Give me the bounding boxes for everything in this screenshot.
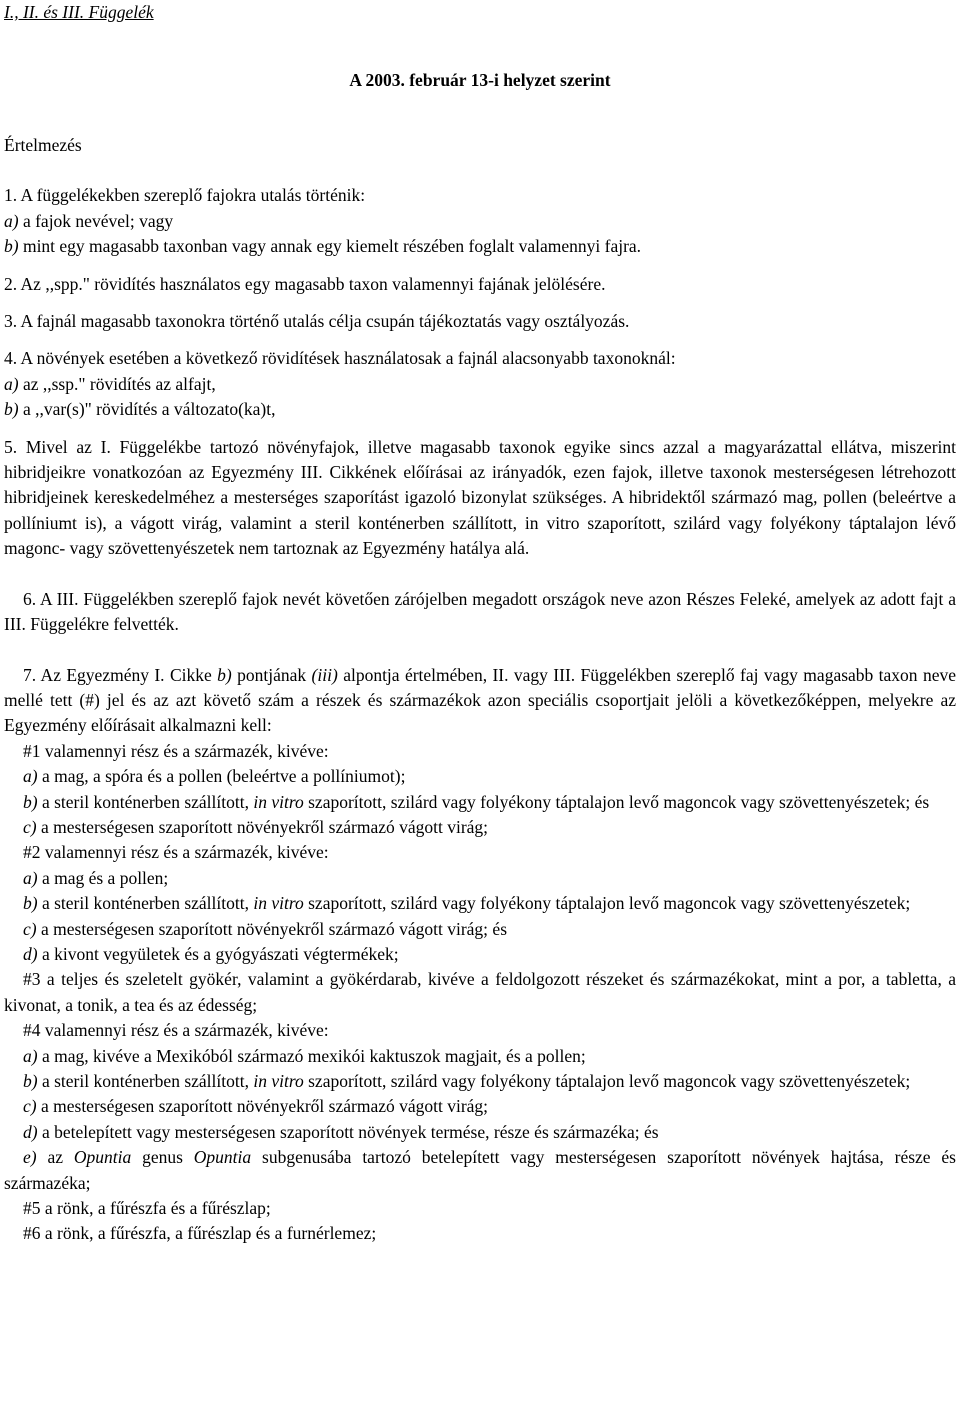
document-body xyxy=(4,133,956,1247)
item-text: in vitro xyxy=(253,791,304,812)
text-run: alpontja értelmében, II. vagy III. Függelékben szereplő faj vagy magasabb taxon neve mellé tett (#) jel és az azt követő szám a részek és származékok azon speciális csoportjait jelöli a következőképpen, melyekre az Egyezmény előírásait alkalmazni kell: xyxy=(4,664,956,736)
item-text: a mag, kivéve a Mexikóból származó mexikói kaktuszok magjait, és a pollen; xyxy=(37,1045,586,1066)
annotation-4-a xyxy=(4,1044,956,1069)
item-label: b) xyxy=(23,893,38,914)
item-label: a) xyxy=(23,1045,38,1066)
annotation-4-head: #4 valamennyi rész és a származék, kivéve: xyxy=(23,1020,329,1041)
item-text: in vitro xyxy=(253,1071,304,1091)
annotation-4-b xyxy=(4,1069,956,1094)
item-label: a) xyxy=(23,867,38,888)
paragraph-4-b xyxy=(4,397,956,422)
annotation-2-a xyxy=(4,866,956,891)
annotation-2-b xyxy=(4,891,956,916)
item-label: a) xyxy=(4,373,19,394)
item-text: a kivont vegyületek és a gyógyászati végtermékek; xyxy=(37,943,399,964)
annotation-4-e xyxy=(4,1145,956,1196)
item-text: Opuntia xyxy=(73,1147,132,1168)
item-text: a steril konténerben szállított, xyxy=(37,893,254,914)
item-text: a betelepített vagy mesterségesen szaporított növények termése, része és származéka; és xyxy=(37,1121,659,1142)
paragraph-6: 6. A III. Függelékben szereplő fajok nevét követően zárójelben megadott országok neve azon Részes Feleké, amelyek az adott fajt a III. Függelékre felvették. xyxy=(4,588,956,635)
paragraph-1-b xyxy=(4,234,956,259)
item-label: c) xyxy=(23,918,37,939)
item-text: a fajok nevével; vagy xyxy=(18,210,174,231)
item-text: a mag és a pollen; xyxy=(37,867,169,888)
annotation-2-c xyxy=(4,917,956,942)
paragraph-4-a xyxy=(4,372,956,397)
paragraph-4: 4. A növények esetében a következő rövidítések használatosak a fajnál alacsonyabb taxonoknál: xyxy=(4,348,676,369)
text-run: pontjának xyxy=(231,664,312,685)
item-text: a mesterségesen szaporított növényekről származó vágott virág; xyxy=(36,816,489,837)
item-text: szaporított, szilárd vagy folyékony táptalajon levő magoncok vagy szövettenyészetek; xyxy=(303,893,911,914)
annotation-3: #3 a teljes és szeletelt gyökér, valamint a gyökérdarab, kivéve a feldolgozott részeket és származékokat, mint a por, a tabletta, a kivonat, a tonik, a tea és az édesség; xyxy=(4,969,956,1015)
annotation-2-head: #2 valamennyi rész és a származék, kivéve: xyxy=(23,842,329,863)
paragraph-2: 2. Az ,,spp." rövidítés használatos egy magasabb taxon valamennyi fajának jelölésére. xyxy=(4,273,606,294)
item-text: az ,,ssp." rövidítés az alfajt, xyxy=(18,373,216,394)
item-label: c) xyxy=(23,816,37,837)
paragraph-5: 5. Mivel az I. Függelékbe tartozó növényfajok, illetve magasabb taxonok egyike sincs azzal a magyarázattal ellátva, miszerint hibridjeikre vonatkozóan az Egyezmény III. Cikkének előírásai az irányadók, ezen fajok, illetve taxonok mesterségesen létrehozott hibridjeinek kereskedelméhez a mesterséges szaporítást igazoló bizonylat szükséges. A hibridektől származó mag, pollen (beleértve a pollíniumt is), a vágott virág, valamint a steril konténerben szállított, in vitro szaporított, szilárd vagy folyékony táptalajon lévő magonc- vagy szövettenyészetek nem tartoznak az Egyezmény hatálya alá. xyxy=(4,436,956,559)
paragraph-7 xyxy=(4,663,956,739)
annotation-2-d xyxy=(4,942,956,967)
item-label: d) xyxy=(23,943,38,964)
item-text: a mesterségesen szaporított növényekről származó vágott virág; és xyxy=(36,918,507,939)
item-label: b) xyxy=(23,1071,38,1091)
annotation-1-b xyxy=(4,790,956,815)
item-text: a ,,var(s)" rövidítés a változato(ka)t, xyxy=(18,399,276,420)
page-title: A 2003. február 13-i helyzet szerint xyxy=(349,70,611,90)
item-label: b) xyxy=(23,791,38,812)
page-header: I., II. és III. Függelék xyxy=(4,2,154,22)
annotation-1-c xyxy=(4,815,956,840)
paragraph-1-a xyxy=(4,209,956,234)
item-label: a) xyxy=(4,210,19,231)
item-text: szaporított, szilárd vagy folyékony táptalajon levő magoncok vagy szövettenyészetek; xyxy=(303,1071,911,1091)
item-label: c) xyxy=(23,1096,37,1117)
annotation-5: #5 a rönk, a fűrészfa és a fűrészlap; xyxy=(23,1198,271,1219)
item-label: b) xyxy=(4,399,19,420)
item-text: a mag, a spóra és a pollen (beleértve a pollíniumot); xyxy=(37,766,406,787)
annotation-4-d xyxy=(4,1120,956,1145)
item-text: subgenusába tartozó betelepített vagy mesterségesen szaporított növények hajtása, része és származéka; xyxy=(4,1147,956,1193)
item-text: a mesterségesen szaporított növényekről származó vágott virág; xyxy=(36,1096,489,1117)
item-text: mint egy magasabb taxonban vagy annak egy kiemelt részében foglalt valamennyi fajra. xyxy=(18,236,642,257)
text-run: 7. Az Egyezmény I. Cikke xyxy=(23,664,218,685)
item-text: Opuntia xyxy=(193,1147,252,1168)
paragraph-3: 3. A fajnál magasabb taxonokra történő utalás célja csupán tájékoztatás vagy osztályozás. xyxy=(4,311,630,332)
item-label: e) xyxy=(23,1147,37,1168)
annotation-6: #6 a rönk, a fűrészfa, a fűrészlap és a furnérlemez; xyxy=(23,1223,377,1244)
annotation-4-c xyxy=(4,1094,956,1119)
item-label: a) xyxy=(23,766,38,787)
annotation-1-a xyxy=(4,764,956,789)
item-text: az xyxy=(36,1147,74,1168)
item-text: szaporított, szilárd vagy folyékony táptalajon levő magoncok vagy szövettenyészetek; és xyxy=(303,791,930,812)
item-label: d) xyxy=(23,1121,38,1142)
section-heading: Értelmezés xyxy=(4,135,82,155)
item-text: a steril konténerben szállított, xyxy=(37,791,254,812)
text-run: b) xyxy=(217,664,232,685)
paragraph-1: 1. A függelékekben szereplő fajokra utalás történik: xyxy=(4,185,366,206)
item-text: genus xyxy=(131,1147,194,1168)
item-text: in vitro xyxy=(253,893,304,914)
text-run: (iii) xyxy=(311,664,338,685)
item-text: a steril konténerben szállított, xyxy=(37,1071,254,1091)
annotation-1-head: #1 valamennyi rész és a származék, kivéve: xyxy=(23,740,329,761)
item-label: b) xyxy=(4,236,19,257)
